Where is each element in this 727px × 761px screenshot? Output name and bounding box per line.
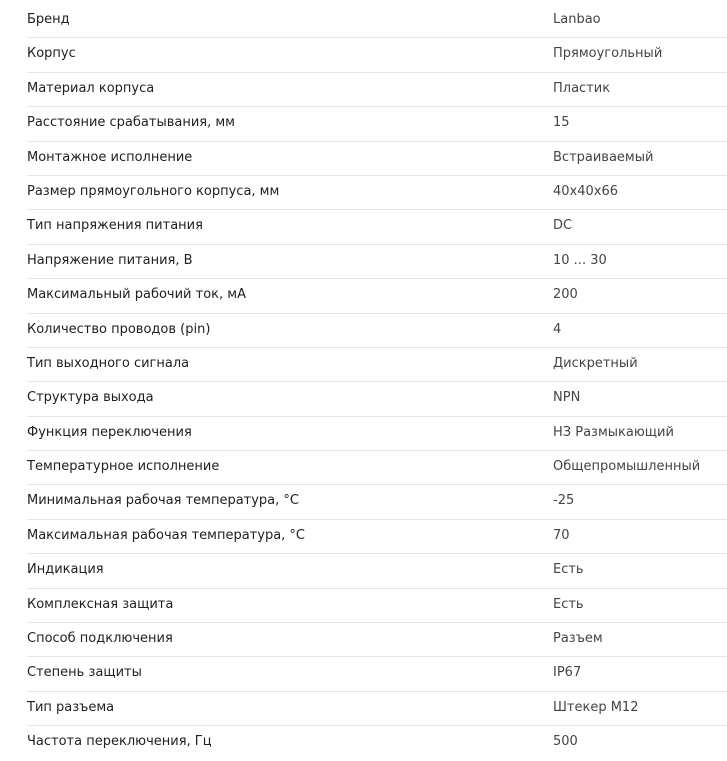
spec-name: Минимальная рабочая температура, °C	[27, 493, 299, 509]
spec-value: Есть	[553, 562, 584, 578]
spec-value: NPN	[553, 390, 581, 406]
spec-name: Расстояние срабатывания, мм	[27, 115, 235, 131]
spec-row-output-signal	[27, 348, 727, 382]
spec-row-supply-voltage	[27, 245, 727, 279]
spec-value: Разъем	[553, 631, 603, 647]
spec-row-supply-type	[27, 210, 727, 244]
spec-row-mounting	[27, 142, 727, 176]
spec-name: Размер прямоугольного корпуса, мм	[27, 183, 280, 199]
spec-value: 200	[553, 287, 578, 303]
spec-row-switching-frequency	[27, 726, 727, 760]
spec-value: IP67	[553, 665, 582, 681]
spec-name: Количество проводов (pin)	[27, 321, 211, 337]
spec-value: 40x40x66	[553, 183, 619, 199]
spec-name: Максимальная рабочая температура, °C	[27, 527, 306, 543]
spec-row-connector-type	[27, 692, 727, 726]
spec-row-housing-material	[27, 73, 727, 107]
spec-name: Корпус	[27, 46, 76, 62]
spec-value: 70	[553, 527, 570, 543]
specs-table	[27, 4, 727, 761]
spec-value: Lanbao	[553, 12, 601, 27]
spec-name: Способ подключения	[27, 631, 173, 647]
spec-value: Есть	[553, 596, 584, 612]
spec-row-housing	[27, 38, 727, 72]
spec-name: Монтажное исполнение	[27, 149, 193, 165]
spec-row-connection	[27, 623, 727, 657]
spec-row-protection	[27, 589, 727, 623]
spec-name: Тип разъема	[27, 699, 115, 715]
spec-name: Функция переключения	[27, 424, 192, 440]
spec-row-housing-size	[27, 176, 727, 210]
spec-value: Пластик	[553, 80, 611, 96]
spec-value: -25	[553, 493, 575, 509]
spec-value: 10 ... 30	[553, 252, 607, 268]
spec-row-max-current	[27, 279, 727, 313]
spec-value: Прямоугольный	[553, 46, 663, 62]
spec-value: Встраиваемый	[553, 149, 654, 165]
spec-value: 15	[553, 115, 570, 131]
spec-value: 4	[553, 321, 562, 337]
spec-row-temperature-rating	[27, 451, 727, 485]
spec-row-switching-function	[27, 417, 727, 451]
spec-name: Бренд	[27, 12, 70, 27]
spec-row-indication	[27, 554, 727, 588]
spec-row-brand	[27, 4, 727, 38]
spec-name: Тип выходного сигнала	[27, 355, 190, 371]
spec-row-ingress-rating	[27, 657, 727, 691]
spec-value: Штекер M12	[553, 699, 639, 715]
spec-row-wire-count	[27, 314, 727, 348]
spec-name: Индикация	[27, 562, 104, 578]
spec-name: Температурное исполнение	[27, 459, 220, 475]
spec-row-sensing-distance	[27, 107, 727, 141]
spec-name: Материал корпуса	[27, 80, 155, 96]
spec-row-min-temperature	[27, 485, 727, 519]
spec-value: 500	[553, 734, 578, 750]
spec-name: Частота переключения, Гц	[27, 734, 212, 750]
spec-name: Напряжение питания, В	[27, 252, 193, 268]
spec-name: Тип напряжения питания	[27, 218, 203, 234]
spec-row-output-structure	[27, 382, 727, 416]
spec-value: Дискретный	[553, 355, 638, 371]
spec-name: Максимальный рабочий ток, мА	[27, 287, 246, 303]
spec-row-max-temperature	[27, 520, 727, 554]
spec-value: Общепромышленный	[553, 459, 701, 475]
spec-value: DC	[553, 218, 573, 234]
spec-name: Степень защиты	[27, 665, 142, 681]
spec-name: Структура выхода	[27, 390, 154, 406]
spec-value: НЗ Размыкающий	[553, 424, 674, 440]
spec-name: Комплексная защита	[27, 596, 174, 612]
